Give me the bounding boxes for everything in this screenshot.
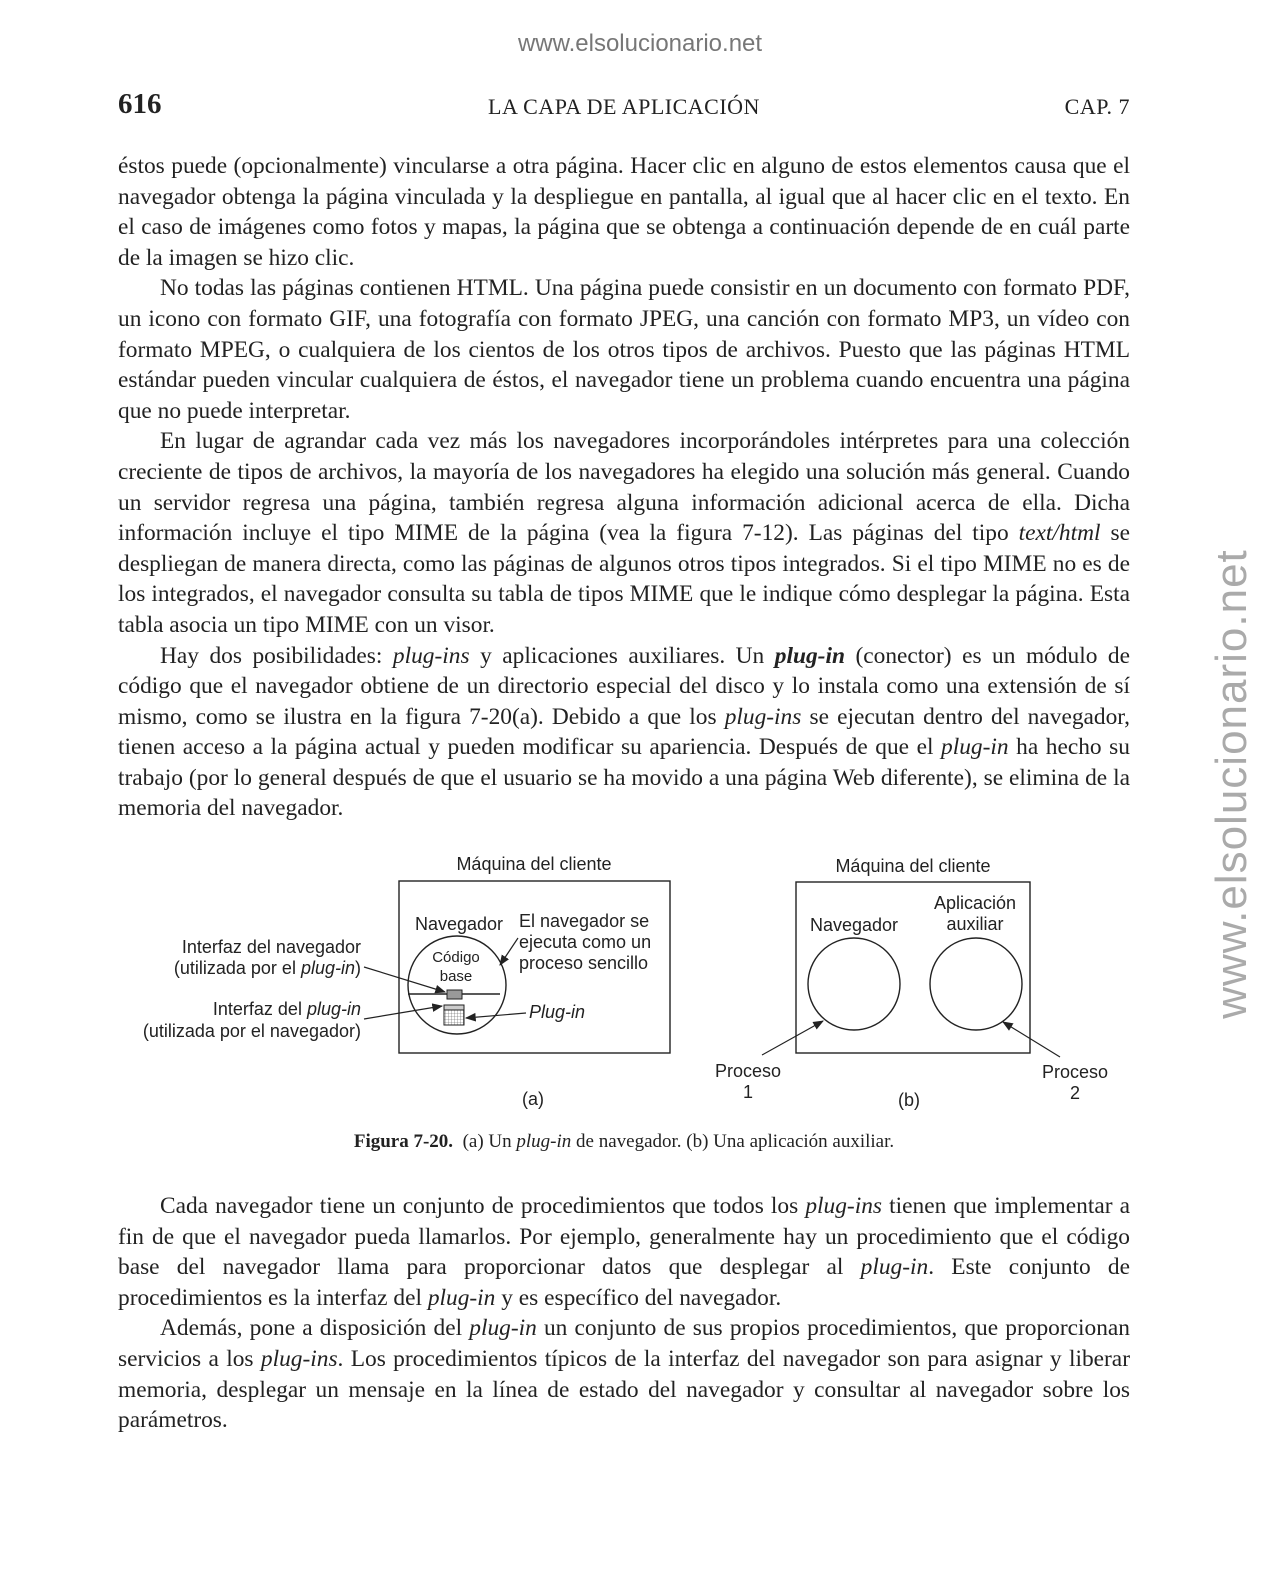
paragraph-segment: y aplicaciones auxiliares. Un (469, 642, 775, 669)
helper-label-line-1: Aplicación (933, 893, 1017, 913)
paragraph (118, 426, 1130, 640)
paragraph-segment: (conector) es un módulo de código que el navegador obtiene de un directorio especial del disco y lo instala como una extensión de sí mismo, como se ilustra en la figura 7-20(a). Debido a que los (118, 642, 1131, 730)
browser-note-arrow (500, 938, 518, 965)
browser-iface-arrow (364, 967, 445, 992)
base-label: base (439, 968, 473, 985)
paragraph-segment: plug-in (427, 1284, 496, 1311)
page-header (118, 88, 1130, 128)
paragraph-segment: plug-ins (805, 1193, 883, 1219)
paragraph (118, 1313, 1130, 1435)
figure-caption (118, 1131, 1130, 1153)
figure-caption-label: Figura 7-20. (353, 1131, 454, 1152)
paragraph (118, 273, 1130, 426)
watermark-top: www.elsolucionario.net (517, 30, 763, 57)
chapter-label: CAP. 7 (1064, 94, 1130, 119)
plugin-block (444, 1010, 464, 1025)
paragraph-segment: . Este conjunto de procedimientos es la interfaz del (118, 1254, 1130, 1311)
paragraph-segment: éstos puede (opcionalmente) vincularse a otra página. Hacer clic en alguno de estos elementos causa que el navegador obtenga la página vinculada y la despliegue en pantalla, al igual que al hacer clic en el texto. En el caso de imágenes como fotos y mapas, la página que se obtenga a continuación depende de en cuál parte de la imagen se hizo clic. (118, 153, 1130, 271)
paragraph-segment: plug-in (860, 1254, 929, 1281)
figure-caption-text (463, 1131, 895, 1152)
watermark-side: www.elsolucionario.net (1207, 549, 1256, 1019)
panel-a-label: (a) (522, 1089, 544, 1109)
browser-label-b: Navegador (809, 915, 899, 935)
process-2-label-line-2: 2 (1069, 1083, 1081, 1103)
caption-segment: de navegador. (b) Una aplicación auxiliar. (571, 1131, 895, 1152)
browser-iface-line-1: Interfaz del navegador (181, 937, 361, 957)
panel-b-label: (b) (898, 1090, 920, 1110)
process-2-arrow (1003, 1022, 1060, 1057)
paragraph-segment: se ejecutan dentro del navegador, tienen acceso a la página actual y pueden modificar su apariencia. Después de que el (118, 703, 1131, 761)
paragraph-segment: plug-ins (724, 703, 802, 730)
browser-label-a: Navegador (414, 914, 504, 934)
paragraph-segment: . Los procedimientos típicos de la interfaz del navegador son para asignar y liberar memoria, desplegar un mensaje en la línea de estado del navegador y consultar al navegador sobre los parámetros. (118, 1345, 1130, 1434)
paragraph-segment: un conjunto de sus propios procedimientos, que proporcionan servicios a los (118, 1315, 1130, 1372)
browser-note-line-2: ejecuta como un (519, 932, 652, 952)
helper-label-line-2: auxiliar (946, 914, 1004, 934)
paragraph-segment: ha hecho su trabajo (por lo general después de que el usuario se ha movido a una página Web diferente), se elimina de la memoria del navegador. (118, 734, 1130, 822)
paragraph-segment: Hay dos posibilidades: (160, 642, 393, 669)
paragraph (118, 641, 1130, 825)
paragraph-segment: En lugar de agrandar cada vez más los navegadores incorporándoles intérpretes para una colección creciente de tipos de archivos, la mayoría de los navegadores ha elegido una solución más general. Cuando un servidor regresa una página, también regresa alguna información adicional acerca de ella. Dicha información incluye el tipo MIME de la página (vea la figura 7-12). Las páginas del tipo (118, 428, 1130, 547)
caption-segment: (a) Un (462, 1131, 517, 1152)
helper-process-circle (930, 938, 1022, 1030)
paragraph-segment: plug-ins (260, 1345, 338, 1372)
figure-panel-a (143, 854, 670, 1109)
panel-a-title: Máquina del cliente (456, 854, 612, 874)
process-1-label-line-2: 1 (742, 1082, 754, 1102)
figure-panel-b (715, 856, 1108, 1110)
paragraph (118, 151, 1130, 273)
plugin-iface-arrow (364, 1006, 442, 1019)
paragraph-segment: Además, pone a disposición del (160, 1315, 470, 1342)
body-text-top (118, 151, 1130, 824)
codigo-label: Código (432, 949, 480, 966)
plugin-iface-line-2: (utilizada por el navegador) (142, 1021, 361, 1041)
paragraph-segment: plug-in (469, 1315, 537, 1342)
paragraph-segment: text/html (1018, 520, 1101, 547)
paragraph-segment: plug-ins (392, 642, 470, 669)
plugin-interface-block (444, 1005, 464, 1010)
page-number: 616 (118, 88, 162, 120)
paragraph-segment: Cada navegador tiene un conjunto de procedimientos que todos los (160, 1193, 806, 1219)
running-title: LA CAPA DE APLICACIÓN (488, 94, 760, 119)
paragraph-segment: No todas las páginas contienen HTML. Una página puede consistir en un documento con formato PDF, un icono con formato GIF, una fotografía con formato JPEG, una canción con formato MP3, un vídeo con formato MPEG, o cualquiera de los cientos de los otros tipos de archivos. Puesto que las páginas HTML estándar pueden vincular cualquiera de éstos, el navegador tiene un problema cuando encuentra una página que no puede interpretar. (118, 275, 1130, 424)
browser-iface-line-2: (utilizada por el plug-in) (173, 958, 361, 978)
plugin-iface-line-1: Interfaz del plug-in (212, 999, 361, 1019)
plugin-label: Plug-in (529, 1002, 586, 1022)
paragraph-segment: tienen que implementar a fin de que el navegador pueda llamarlos. Por ejemplo, generalmente hay un procedimiento que el código base del navegador llama para proporcionar datos que desplegar al (118, 1193, 1130, 1281)
body-text-bottom (118, 1191, 1130, 1436)
figure-7-20 (118, 845, 1130, 1125)
process-2-label-line-1: Proceso (1041, 1062, 1109, 1082)
browser-process-circle-b (808, 938, 900, 1030)
browser-interface-block (447, 990, 462, 999)
figure-diagram (118, 845, 1130, 1125)
paragraph-segment: plug-in (941, 734, 1009, 761)
paragraph-segment: y es específico del navegador. (495, 1284, 782, 1311)
browser-note-line-3: proceso sencillo (519, 953, 649, 973)
caption-segment: plug-in (516, 1131, 572, 1152)
browser-note-line-1: El navegador se (519, 911, 650, 931)
paragraph-segment: se despliegan de manera directa, como las páginas de algunos otros tipos integrados. Si el tipo MIME no es de los integrados, el navegador consulta su tabla de tipos MIME que le indique cómo desplegar la página. Esta tabla asocia un tipo MIME con un visor. (118, 520, 1130, 638)
paragraph (118, 1191, 1130, 1313)
paragraph-segment: plug-in (774, 642, 845, 669)
process-1-arrow (762, 1021, 823, 1055)
process-1-label-line-1: Proceso (714, 1061, 782, 1081)
panel-b-title: Máquina del cliente (835, 856, 991, 876)
